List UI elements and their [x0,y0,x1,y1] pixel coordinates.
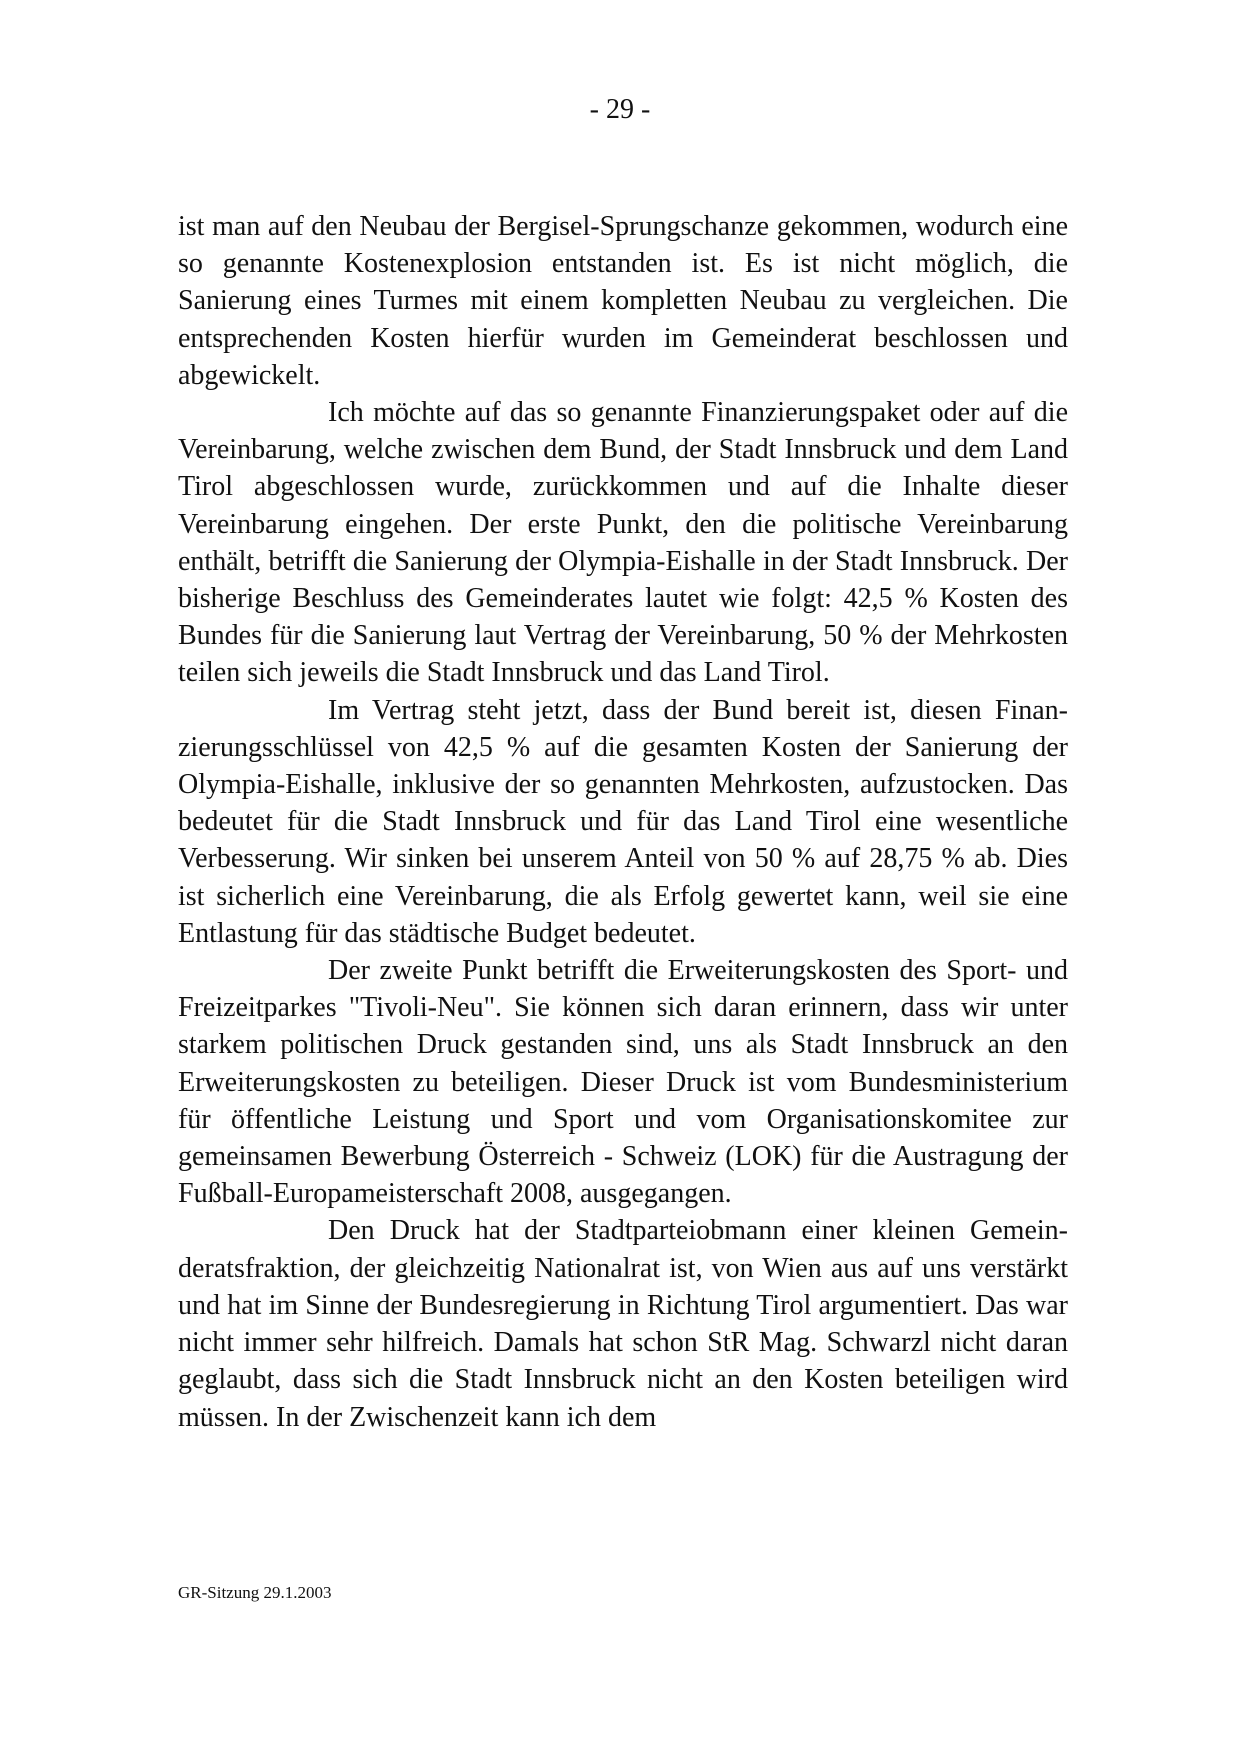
paragraph-5: Den Druck hat der Stadtparteiobmann einer kleinen Gemeinderatsfraktion, der gleichzeitig Nationalrat ist, von Wien aus auf uns verstärkt und hat im Sinne der Bundesregierung in Richtung Tirol argumentiert. Das war nicht immer sehr hilfreich. Damals hat schon StR Mag. Schwarzl nicht daran geglaubt, dass sich die Stadt Innsbruck nicht an den Kosten beteiligen wird müssen. In der Zwischenzeit kann ich dem [178,1215,1068,1433]
paragraph-3: Im Vertrag steht jetzt, dass der Bund bereit ist, diesen Finanzierungsschlüssel von 42,5 % auf die gesamten Kosten der Sanierung der Olympia-Eishalle, inklusive der so genannten Mehrkosten, aufzustocken. Das bedeutet für die Stadt Innsbruck und für das Land Tirol eine wesentliche Verbesserung. Wir sinken bei unserem Anteil von 50 % auf 28,75 % ab. Dies ist sicherlich eine Vereinbarung, die als Erfolg gewertet kann, weil sie eine Entlastung für das städtische Budget bedeutet. [178,694,1068,949]
page-number: - 29 - [589,94,651,125]
paragraph-4: Der zweite Punkt betrifft die Erweiterungskosten des Sport- und Freizeitparkes "Tivoli-Neu". Sie können sich daran erinnern, dass wir unter starkem politischen Druck gestanden sind, uns als Stadt Innsbruck an den Erweiterungskosten zu beteiligen. Dieser Druck ist vom Bundesministerium für öffentliche Leistung und Sport und vom Organisationskomitee zur gemeinsamen Bewerbung Österreich - Schweiz (LOK) für die Austragung der Fußball-Europameisterschaft 2008, ausgegangen. [178,955,1068,1210]
paragraph-2: Ich möchte auf das so genannte Finanzierungspaket oder auf die Vereinbarung, welche zwischen dem Bund, der Stadt Innsbruck und dem Land Tirol abgeschlossen wurde, zurückkommen und auf die Inhalte dieser Vereinbarung eingehen. Der erste Punkt, den die politische Vereinbarung enthält, betrifft die Sanierung der Olympia-Eishalle in der Stadt Innsbruck. Der bisherige Beschluss des Gemeinderates lautet wie folgt: 42,5 % Kosten des Bundes für die Sanierung laut Vertrag der Vereinbarung, 50 % der Mehrkosten teilen sich jeweils die Stadt Innsbruck und das Land Tirol. [178,397,1068,689]
paragraph-1: ist man auf den Neubau der Bergisel-Sprungschanze gekommen, wodurch eine so genannte Kostenexplosion entstanden ist. Es ist nicht möglich, die Sanierung eines Turmes mit einem kompletten Neubau zu vergleichen. Die entsprechenden Kosten hierfür wurden im Gemeinderat beschlossen und abgewickelt. [178,211,1068,391]
document-body [178,208,1068,1436]
footer-session-date: GR-Sitzung 29.1.2003 [178,1583,332,1602]
